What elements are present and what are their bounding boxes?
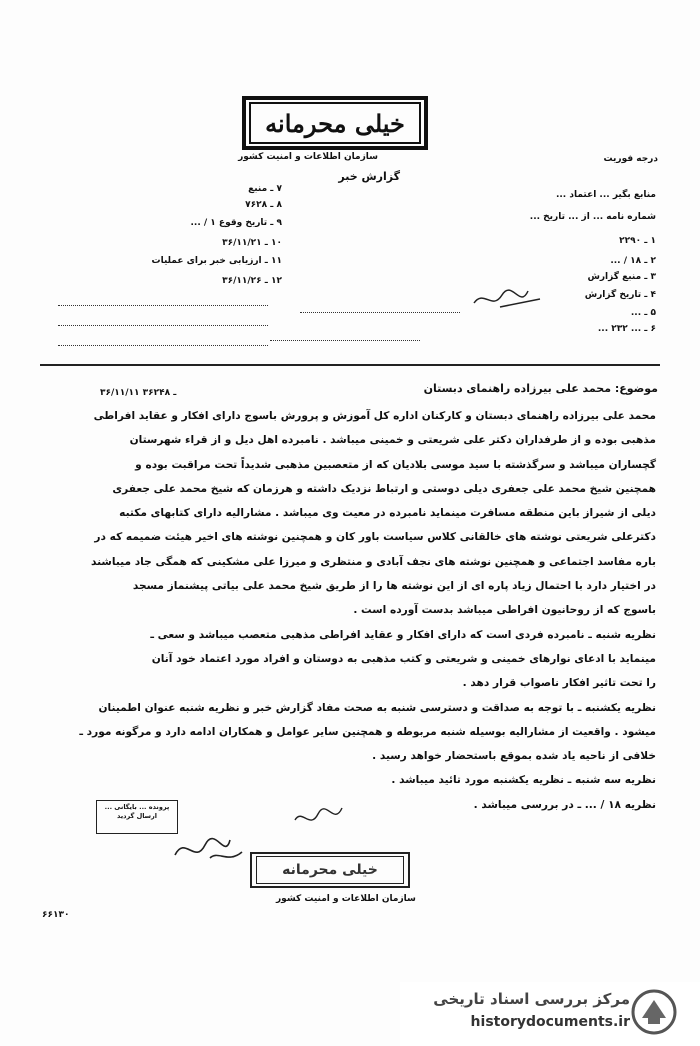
- body-line: در اختیار دارد با احتمال زیاد پاره ای از این نوشته ها را از طریق شیخ محمد علی بیاتی پیشنماز مسجد: [132, 580, 656, 593]
- body-line: مذهبی بوده و از طرفداران دکتر علی شریعتی و خمینی میباشد . نامبرده اهل دیل و از قراء شهرستان: [129, 434, 656, 447]
- signature-scribble: [290, 800, 350, 840]
- header-field-left-1: ۷ ـ منبع: [248, 184, 282, 194]
- header-field-right-1: منابع بگیر ... اعتماد ...: [555, 190, 656, 200]
- header-field-right-8: ۶ ـ ... ۲۳۲ ...: [597, 324, 656, 334]
- dotted-line: [58, 325, 268, 326]
- body-line: نظریه یکشنبه ـ با توجه به صداقت و دسترسی شنبه به صحت مفاد گزارش خبر و نظریه شنبه عنوان اطمینان: [98, 701, 656, 714]
- header-field-right-3: ۱ ـ ۲۲۹۰: [619, 236, 656, 246]
- watermark-footer: [400, 982, 700, 1046]
- body-line: خلافی از ناحیه یاد شده بموقع باستحضار خواهد رسید .: [372, 750, 656, 763]
- header-field-left-5: ۱۱ ـ ارزیابی خبر برای عملیات: [151, 256, 282, 266]
- bottom-agency-name: سازمان اطلاعات و امنیت کشور: [276, 894, 416, 904]
- header-field-left-2: ۸ ـ ۷۶۲۸: [245, 200, 282, 210]
- urgency-label: درجه فوریت: [603, 154, 658, 164]
- body-line: را تحت تاثیر افکار ناصواب قرار دهد .: [462, 677, 656, 690]
- body-line: میشود . واقعیت از مشارالیه بوسیله شنبه مربوطه و همچنین سایر عوامل و همکاران ادامه دارد و مرگونه مورد ـ: [79, 725, 656, 738]
- header-field-right-2: شماره نامه ... از ... تاریخ ...: [529, 212, 656, 222]
- top-stamp-text: خیلی محرمانه: [249, 102, 421, 144]
- archive-logo-icon: [630, 988, 678, 1036]
- subject-line: موضوع: محمد علی بیرزاده راهنمای دبستان: [423, 382, 658, 395]
- header-field-right-7: ۵ ـ ...: [630, 308, 656, 318]
- dotted-line: [58, 345, 268, 346]
- body-line: نظریه شنبه ـ نامبرده فردی است که دارای افکار و عقاید افراطی مذهبی متعصب میباشد و سعی ـ: [150, 628, 656, 641]
- archive-stamp: پرونده ... بایگانی ... ارسال گردید: [96, 800, 178, 834]
- body-line: محمد علی بیرزاده راهنمای دبستان و کارکنان اداره کل آموزش و پرورش باسوج دارای افکار و عقاید افراطی: [93, 410, 656, 422]
- header-field-right-6: ۴ ـ تاریخ گزارش: [584, 290, 656, 300]
- header-divider: [40, 364, 660, 366]
- body-line: گچساران میباشد و سرگذشته با سید موسی بلادیان که از متعصبین مذهبی شدیداً تحت مراقبت بوده و: [135, 458, 656, 471]
- site-url[interactable]: historydocuments.ir: [470, 1014, 630, 1030]
- body-line: همچنین شیخ محمد علی جعفری دیلی دوستی و ارتباط نزدیک داشته و هرزمان که شیخ محمد علی جعفری: [112, 482, 656, 495]
- bottom-confidential-stamp: [250, 852, 410, 888]
- header-field-right-4: ۲ ـ ۱۸ / ...: [610, 256, 656, 266]
- bottom-stamp-text: خیلی محرمانه: [256, 856, 404, 884]
- report-body: [42, 404, 656, 817]
- body-line: نظریه ۱۸ / ... ـ در بررسی میباشد .: [473, 798, 656, 811]
- agency-name: سازمان اطلاعات و امنیت کشور: [238, 152, 378, 162]
- dotted-line: [300, 312, 460, 313]
- site-name-persian: مرکز بررسی اسناد تاریخی: [433, 990, 630, 1008]
- dotted-line: [270, 340, 420, 341]
- body-line: دیلی از شیراز باین منطقه مسافرت مینماید نامبرده در معیت وی میباشد . مشارالیه دارای کتابهای مکتبه: [119, 507, 656, 520]
- top-confidential-stamp: [242, 96, 428, 150]
- report-title: گزارش خبر: [338, 170, 400, 183]
- body-line: مینماید با ادعای نوارهای خمینی و شریعتی و کتب مذهبی به دوستان و افراد مورد اعتماد خود آنان: [151, 652, 656, 665]
- body-line: نظریه سه شنبه ـ نظریه یکشنبه مورد تائید میباشد .: [391, 774, 656, 787]
- dotted-line: [58, 305, 268, 306]
- document-number: ۶۶۱۳۰: [42, 910, 70, 920]
- header-field-left-4: ۱۰ ـ ۳۶/۱۱/۲۱: [222, 238, 282, 248]
- body-line: باره مفاسد اجتماعی و همچنین نوشته های نجف آبادی و منتظری و میرزا علی مشکینی که همگی جاد میباشند: [90, 555, 656, 568]
- header-field-right-5: ۳ ـ منبع گزارش: [587, 272, 656, 282]
- signature-scribble: [170, 830, 250, 870]
- body-line: باسوج که از روحانیون افراطی میباشد بدست آورده است .: [353, 604, 656, 617]
- reference-number: ۳۶/۱۱/۱۱ ـ ۳۶۲۴۸: [100, 388, 177, 398]
- body-line: دکترعلی شریعتی نوشته های خالقانی کلاس سیاست باور کان و همچنین نوشته های اخیر هیئت ضمیمه که در: [94, 531, 656, 544]
- signature-scribble: [470, 285, 550, 315]
- header-field-left-6: ۱۲ ـ ۳۶/۱۱/۲۶: [222, 276, 282, 286]
- header-field-left-3: ۹ ـ تاریخ وقوع ۱ / ...: [190, 218, 282, 228]
